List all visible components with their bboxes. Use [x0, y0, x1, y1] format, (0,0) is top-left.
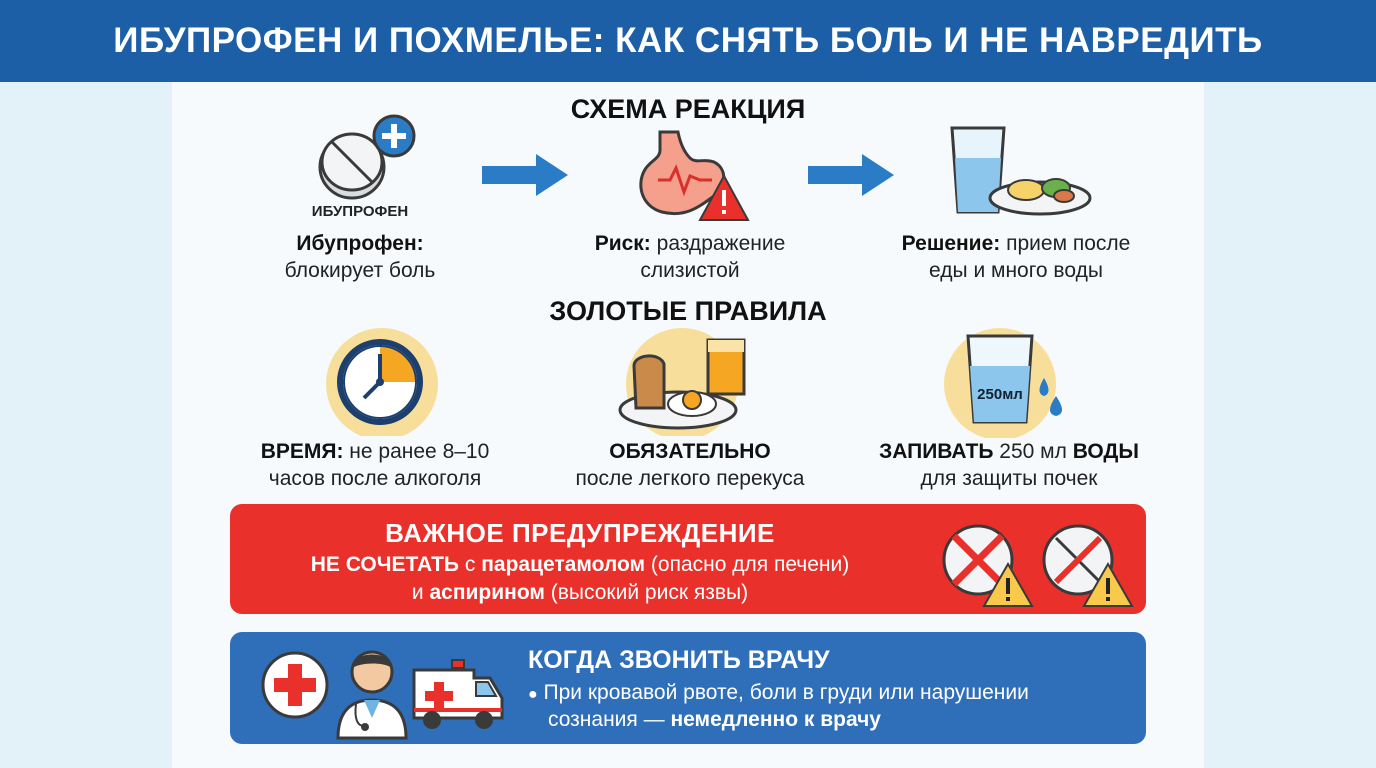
warning-line-2 — [230, 580, 930, 606]
doctor-line-2-bold: немедленно к врачу — [670, 708, 881, 731]
rule-3-caption — [854, 438, 1164, 492]
breakfast-icon — [612, 326, 758, 436]
scheme-step-1-line2: блокирует боль — [284, 259, 436, 282]
doctor-line-1 — [528, 680, 1029, 708]
scheme-step-1-bold: Ибупрофен: — [296, 232, 424, 255]
warning-line-1-plain-b: (опасно для печени) — [645, 553, 850, 576]
rule-2-line2: после легкого перекуса — [575, 467, 805, 490]
doctor-box — [230, 632, 1146, 744]
bullet-icon: ● — [528, 686, 538, 703]
rule-3-line2: для защиты почек — [920, 467, 1098, 490]
warning-line-1-bold-b: парацетамолом — [481, 553, 646, 576]
scheme-step-2-rest: раздражение — [650, 232, 786, 255]
scheme-step-3-rest: прием после — [1000, 232, 1131, 255]
warning-line-2-plain-b: (высокий риск язвы) — [544, 581, 749, 604]
doctor-line-2 — [548, 707, 881, 733]
arrow-right-icon — [480, 152, 572, 198]
doctor-line-2-plain: сознания — — [548, 708, 671, 731]
rule-1-rest: не ранее 8–10 — [343, 440, 490, 463]
scheme-step-2-caption — [560, 230, 820, 284]
scheme-step-2-line2: слизистой — [640, 259, 740, 282]
scheme-step-2-bold: Риск: — [594, 232, 651, 255]
glass-volume-label: 250мл — [977, 386, 1023, 403]
medical-cross-icon — [260, 650, 330, 720]
water-food-icon — [946, 124, 1094, 220]
crossed-pill-warning-icon — [938, 522, 1034, 608]
pill-label: ИБУПРОФЕН — [311, 203, 409, 220]
clock-icon — [312, 326, 452, 436]
page-title: ИБУПРОФЕН И ПОХМЕЛЬЕ: КАК СНЯТЬ БОЛЬ И НЕ НАВРЕДИТЬ — [113, 21, 1263, 60]
rule-3-bold: ЗАПИВАТЬ — [879, 440, 994, 463]
warning-box — [230, 504, 1146, 614]
rule-2-bold: ОБЯЗАТЕЛЬНО — [609, 440, 771, 463]
scheme-step-1-caption — [230, 230, 490, 284]
rules-title: ЗОЛОТЫЕ ПРАВИЛА — [549, 296, 827, 326]
water-glass-icon — [934, 326, 1080, 438]
rule-1-caption — [230, 438, 520, 492]
header-banner — [0, 0, 1376, 82]
scheme-step-3-line2: еды и много воды — [929, 259, 1103, 282]
scheme-step-3-caption — [876, 230, 1156, 284]
warning-line-2-bold: аспирином — [429, 581, 545, 604]
warning-line-1-plain-a: с — [459, 553, 482, 576]
stomach-warning-icon — [630, 128, 750, 224]
doctor-icon — [334, 638, 410, 740]
pill-plus-icon — [314, 112, 418, 202]
ambulance-icon — [410, 656, 506, 734]
rule-3-mid: 250 мл — [993, 440, 1073, 463]
scheme-title: СХЕМА РЕАКЦИЯ — [570, 94, 806, 124]
warning-title: ВАЖНОЕ ПРЕДУПРЕЖДЕНИЕ — [385, 518, 775, 548]
rule-3-bold2: ВОДЫ — [1072, 440, 1139, 463]
warning-line-1-bold-a: НЕ СОЧЕТАТЬ — [310, 553, 460, 576]
rule-2-caption — [540, 438, 840, 492]
rule-1-line2: часов после алкоголя — [268, 467, 482, 490]
doctor-title: КОГДА ЗВОНИТЬ ВРАЧУ — [528, 646, 830, 674]
warning-line-1 — [230, 552, 930, 578]
pill-warning-icon — [1038, 522, 1134, 608]
doctor-line-1-text: При кровавой рвоте, боли в груди или нарушении — [543, 681, 1029, 704]
rule-1-bold: ВРЕМЯ: — [260, 440, 344, 463]
scheme-step-3-bold: Решение: — [901, 232, 1001, 255]
arrow-right-icon — [806, 152, 898, 198]
warning-line-2-plain-a: и — [411, 581, 430, 604]
